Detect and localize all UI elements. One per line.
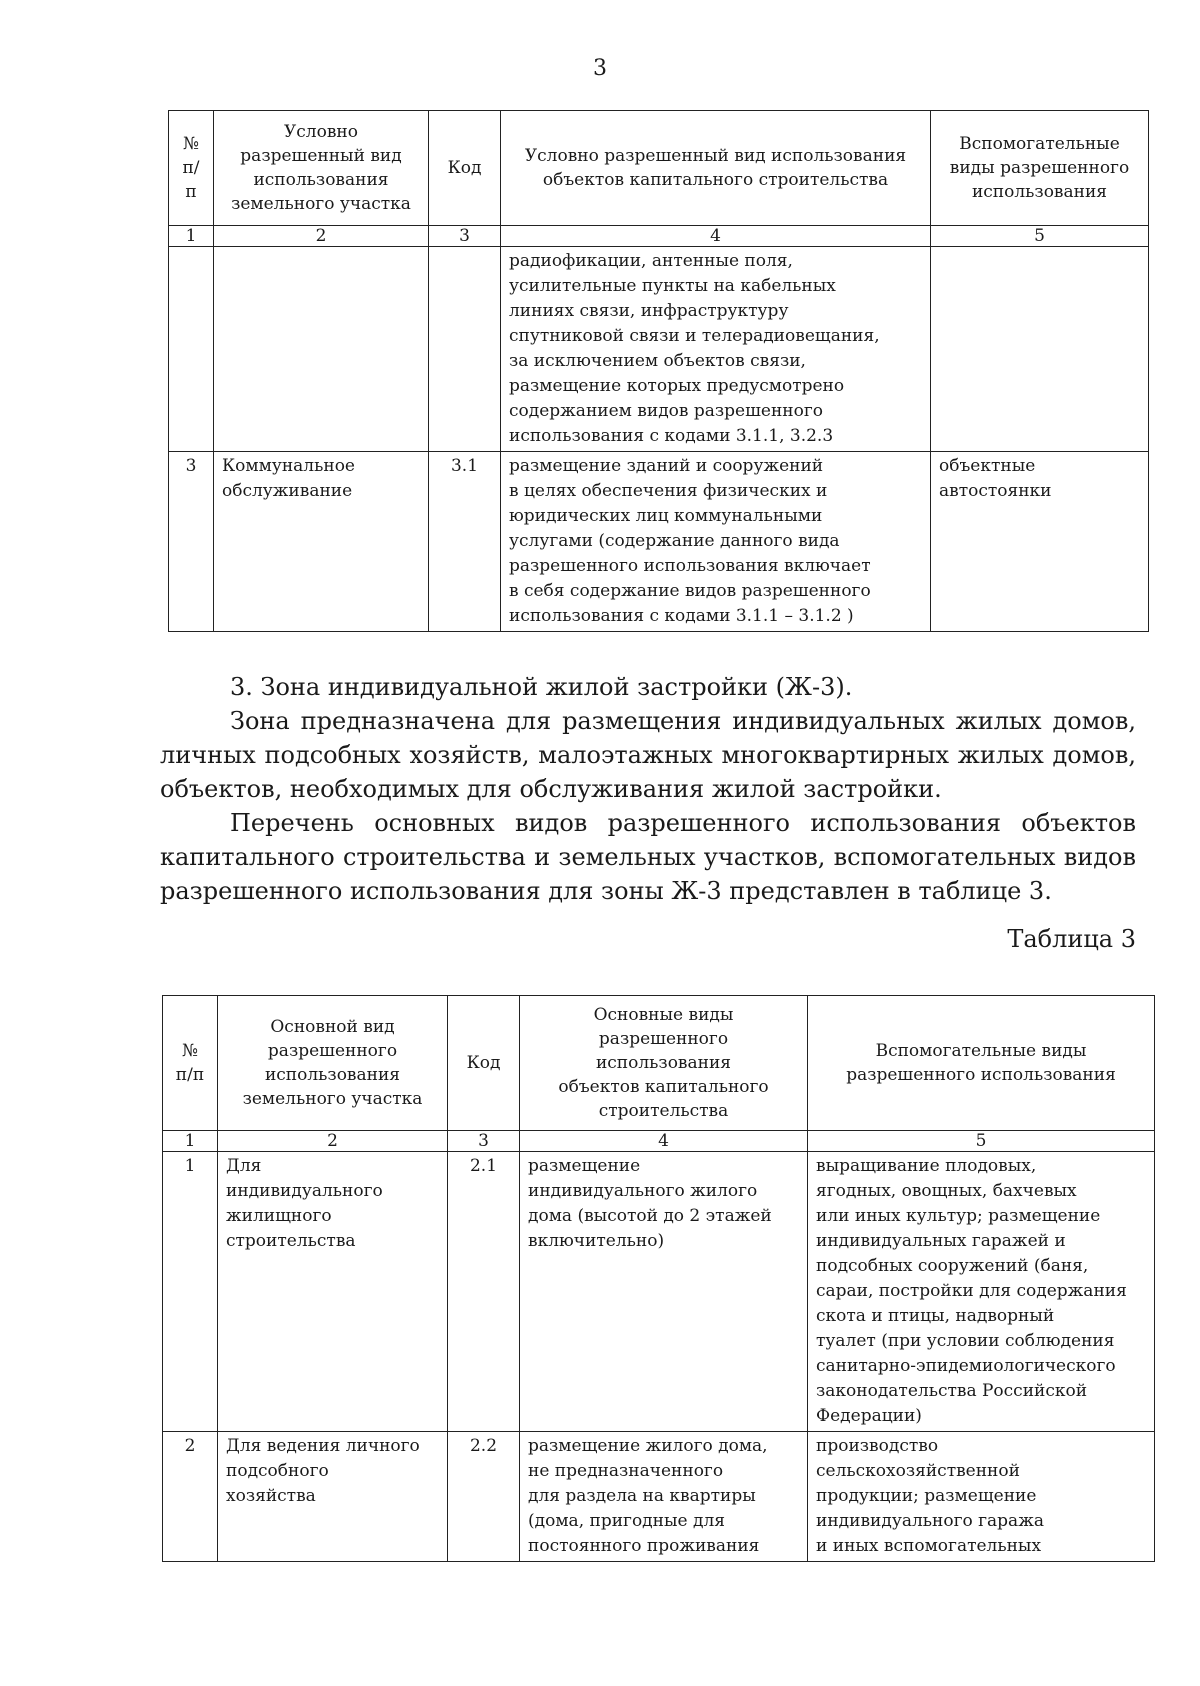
cell-land-use: Для индивидуального жилищного строительства [218, 1152, 448, 1432]
cell-code [429, 247, 501, 452]
table-header-row [163, 996, 1155, 1131]
cell-code: 2.2 [448, 1432, 520, 1562]
cell-num: 3 [169, 452, 214, 632]
column-number: 4 [520, 1131, 808, 1152]
table-row [163, 1152, 1155, 1432]
column-number-row [169, 226, 1149, 247]
table-header-row [169, 111, 1149, 226]
column-number: 5 [931, 226, 1149, 247]
cell-code: 2.1 [448, 1152, 520, 1432]
cell-building-use: размещение зданий и сооружений в целях обеспечения физических и юридических лиц коммунальными услугами (содержание данного вида разрешенного использования включает в себя содержание видов разрешенного использования с кодами 3.1.1 – 3.1.2 ) [501, 452, 931, 632]
column-number: 1 [163, 1131, 218, 1152]
header-land-use: Основной вид разрешенного использования земельного участка [218, 996, 448, 1131]
header-building-use: Основные виды разрешенного использования объектов капитального строительства [520, 996, 808, 1131]
page-number: 3 [593, 56, 607, 81]
header-code: Код [448, 996, 520, 1131]
column-number-row [163, 1131, 1155, 1152]
header-land-use: Условно разрешенный вид использования земельного участка [214, 111, 429, 226]
cell-building-use: размещение жилого дома, не предназначенного для раздела на квартиры (дома, пригодные для постоянного проживания [520, 1432, 808, 1562]
header-code: Код [429, 111, 501, 226]
header-auxiliary: Вспомогательные виды разрешенного использования [808, 996, 1155, 1131]
cell-num: 2 [163, 1432, 218, 1562]
cell-auxiliary: производство сельскохозяйственной продукции; размещение индивидуального гаража и иных вспомогательных [808, 1432, 1155, 1562]
column-number: 3 [429, 226, 501, 247]
column-number: 5 [808, 1131, 1155, 1152]
header-building-use: Условно разрешенный вид использования объектов капитального строительства [501, 111, 931, 226]
cell-land-use: Коммунальное обслуживание [214, 452, 429, 632]
column-number: 2 [214, 226, 429, 247]
table-row [169, 247, 1149, 452]
header-num: № п/п [169, 111, 214, 226]
cell-land-use: Для ведения личного подсобного хозяйства [218, 1432, 448, 1562]
cell-auxiliary: выращивание плодовых, ягодных, овощных, бахчевых или иных культур; размещение индивидуальных гаражей и подсобных сооружений (баня, сараи, постройки для содержания скота и птицы, надворный туалет (при условии соблюдения санитарно-эпидемиологического законодательства Российской Федерации) [808, 1152, 1155, 1432]
table-caption: Таблица 3 [1007, 925, 1136, 953]
zone-uses-intro: Перечень основных видов разрешенного использования объектов капитального строительства и земельных участков, вспомогательных видов разрешенного использования для зоны Ж-3 представлен в таблице 3. [160, 809, 1136, 905]
cell-num: 1 [163, 1152, 218, 1432]
table-row [169, 452, 1149, 632]
zone-description: Зона предназначена для размещения индивидуальных жилых домов, личных подсобных хозяйств, малоэтажных многоквартирных жилых домов, объектов, необходимых для обслуживания жилой застройки. [160, 707, 1136, 803]
cell-num [169, 247, 214, 452]
cell-auxiliary: объектные автостоянки [931, 452, 1149, 632]
header-auxiliary: Вспомогательные виды разрешенного использования [931, 111, 1149, 226]
cell-code: 3.1 [429, 452, 501, 632]
table-conditional-uses [168, 110, 1149, 632]
table-row [163, 1432, 1155, 1562]
table-main-uses [162, 995, 1155, 1562]
header-num: № п/п [163, 996, 218, 1131]
cell-auxiliary [931, 247, 1149, 452]
zone-title: 3. Зона индивидуальной жилой застройки (Ж-3). [230, 673, 853, 701]
column-number: 1 [169, 226, 214, 247]
column-number: 4 [501, 226, 931, 247]
column-number: 3 [448, 1131, 520, 1152]
column-number: 2 [218, 1131, 448, 1152]
cell-building-use: размещение индивидуального жилого дома (высотой до 2 этажей включительно) [520, 1152, 808, 1432]
cell-land-use [214, 247, 429, 452]
cell-building-use: радиофикации, антенные поля, усилительные пункты на кабельных линиях связи, инфраструктуру спутниковой связи и телерадиовещания, за исключением объектов связи, размещение которых предусмотрено содержанием видов разрешенного использования с кодами 3.1.1, 3.2.3 [501, 247, 931, 452]
